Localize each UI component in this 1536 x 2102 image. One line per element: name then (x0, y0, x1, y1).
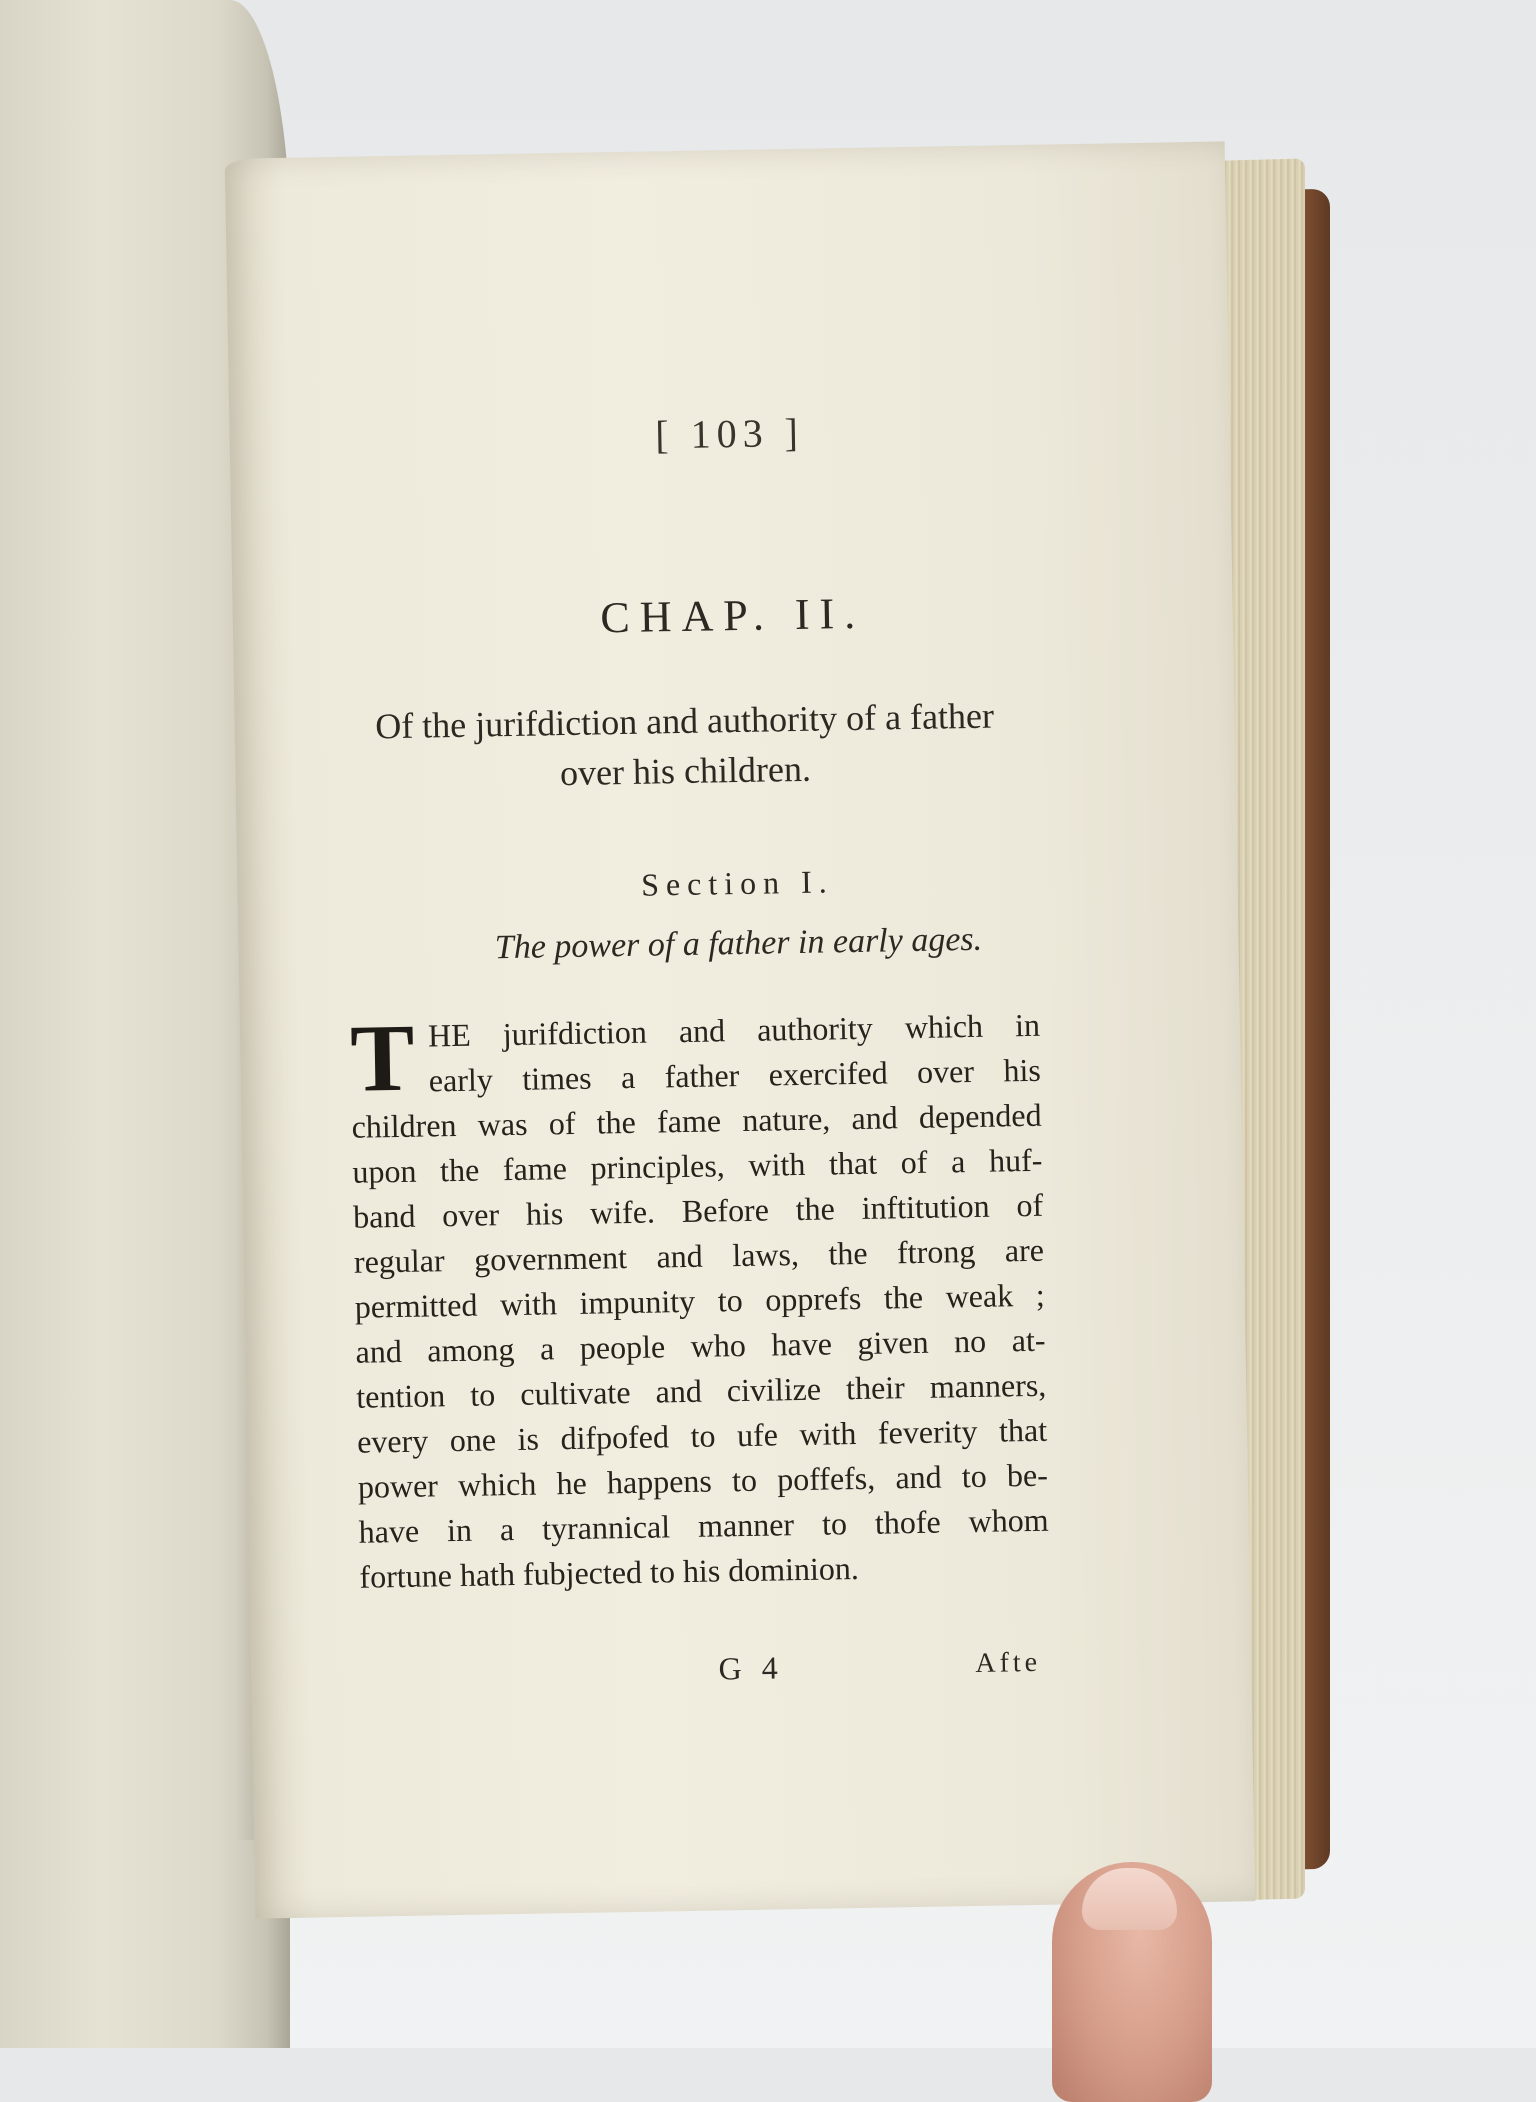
finger (1052, 1862, 1212, 2102)
body-line: permitted with impunity to opprefs the weak ; (354, 1276, 1045, 1325)
body-line: early times a father exercifed over his (428, 1051, 1042, 1099)
body-line: tention to cultivate and civilize their manners, (356, 1366, 1047, 1415)
body-line: fortune hath fubjected to his dominion. (359, 1550, 860, 1595)
fingernail (1082, 1868, 1177, 1930)
body-line: every one is difpofed to ufe with feverity that (356, 1411, 1048, 1460)
body-line: children was of the fame nature, and depended (351, 1096, 1042, 1145)
page-number: [ 103 ] (654, 409, 805, 458)
drop-cap: T (349, 1003, 416, 1112)
body-line: and among a people who have given no at- (355, 1321, 1046, 1370)
body-line: have in a tyrannical manner to thofe whom (358, 1501, 1049, 1550)
signature-mark: G 4 (718, 1649, 784, 1687)
page-content (225, 141, 1256, 1918)
chapter-subtitle: Of the jurifdiction and authority of a father over his children. (374, 695, 995, 794)
body-line: power which he happens to poffefs, and to be- (357, 1456, 1049, 1505)
chapter-heading: CHAP. II. (599, 588, 866, 643)
body-line: HE jurifdiction and authority which in (427, 1006, 1041, 1054)
body-line: upon the fame principles, with that of a huf- (352, 1141, 1043, 1190)
body-paragraph (350, 1003, 1050, 1600)
section-title: The power of a father in early ages. (494, 920, 983, 967)
body-line: regular government and laws, the ftrong are (353, 1231, 1045, 1280)
catchword: Afte (975, 1646, 1042, 1679)
right-page (225, 141, 1256, 1918)
body-line: band over his wife. Before the inftitution of (352, 1186, 1044, 1235)
section-heading: Section I. (640, 863, 835, 903)
